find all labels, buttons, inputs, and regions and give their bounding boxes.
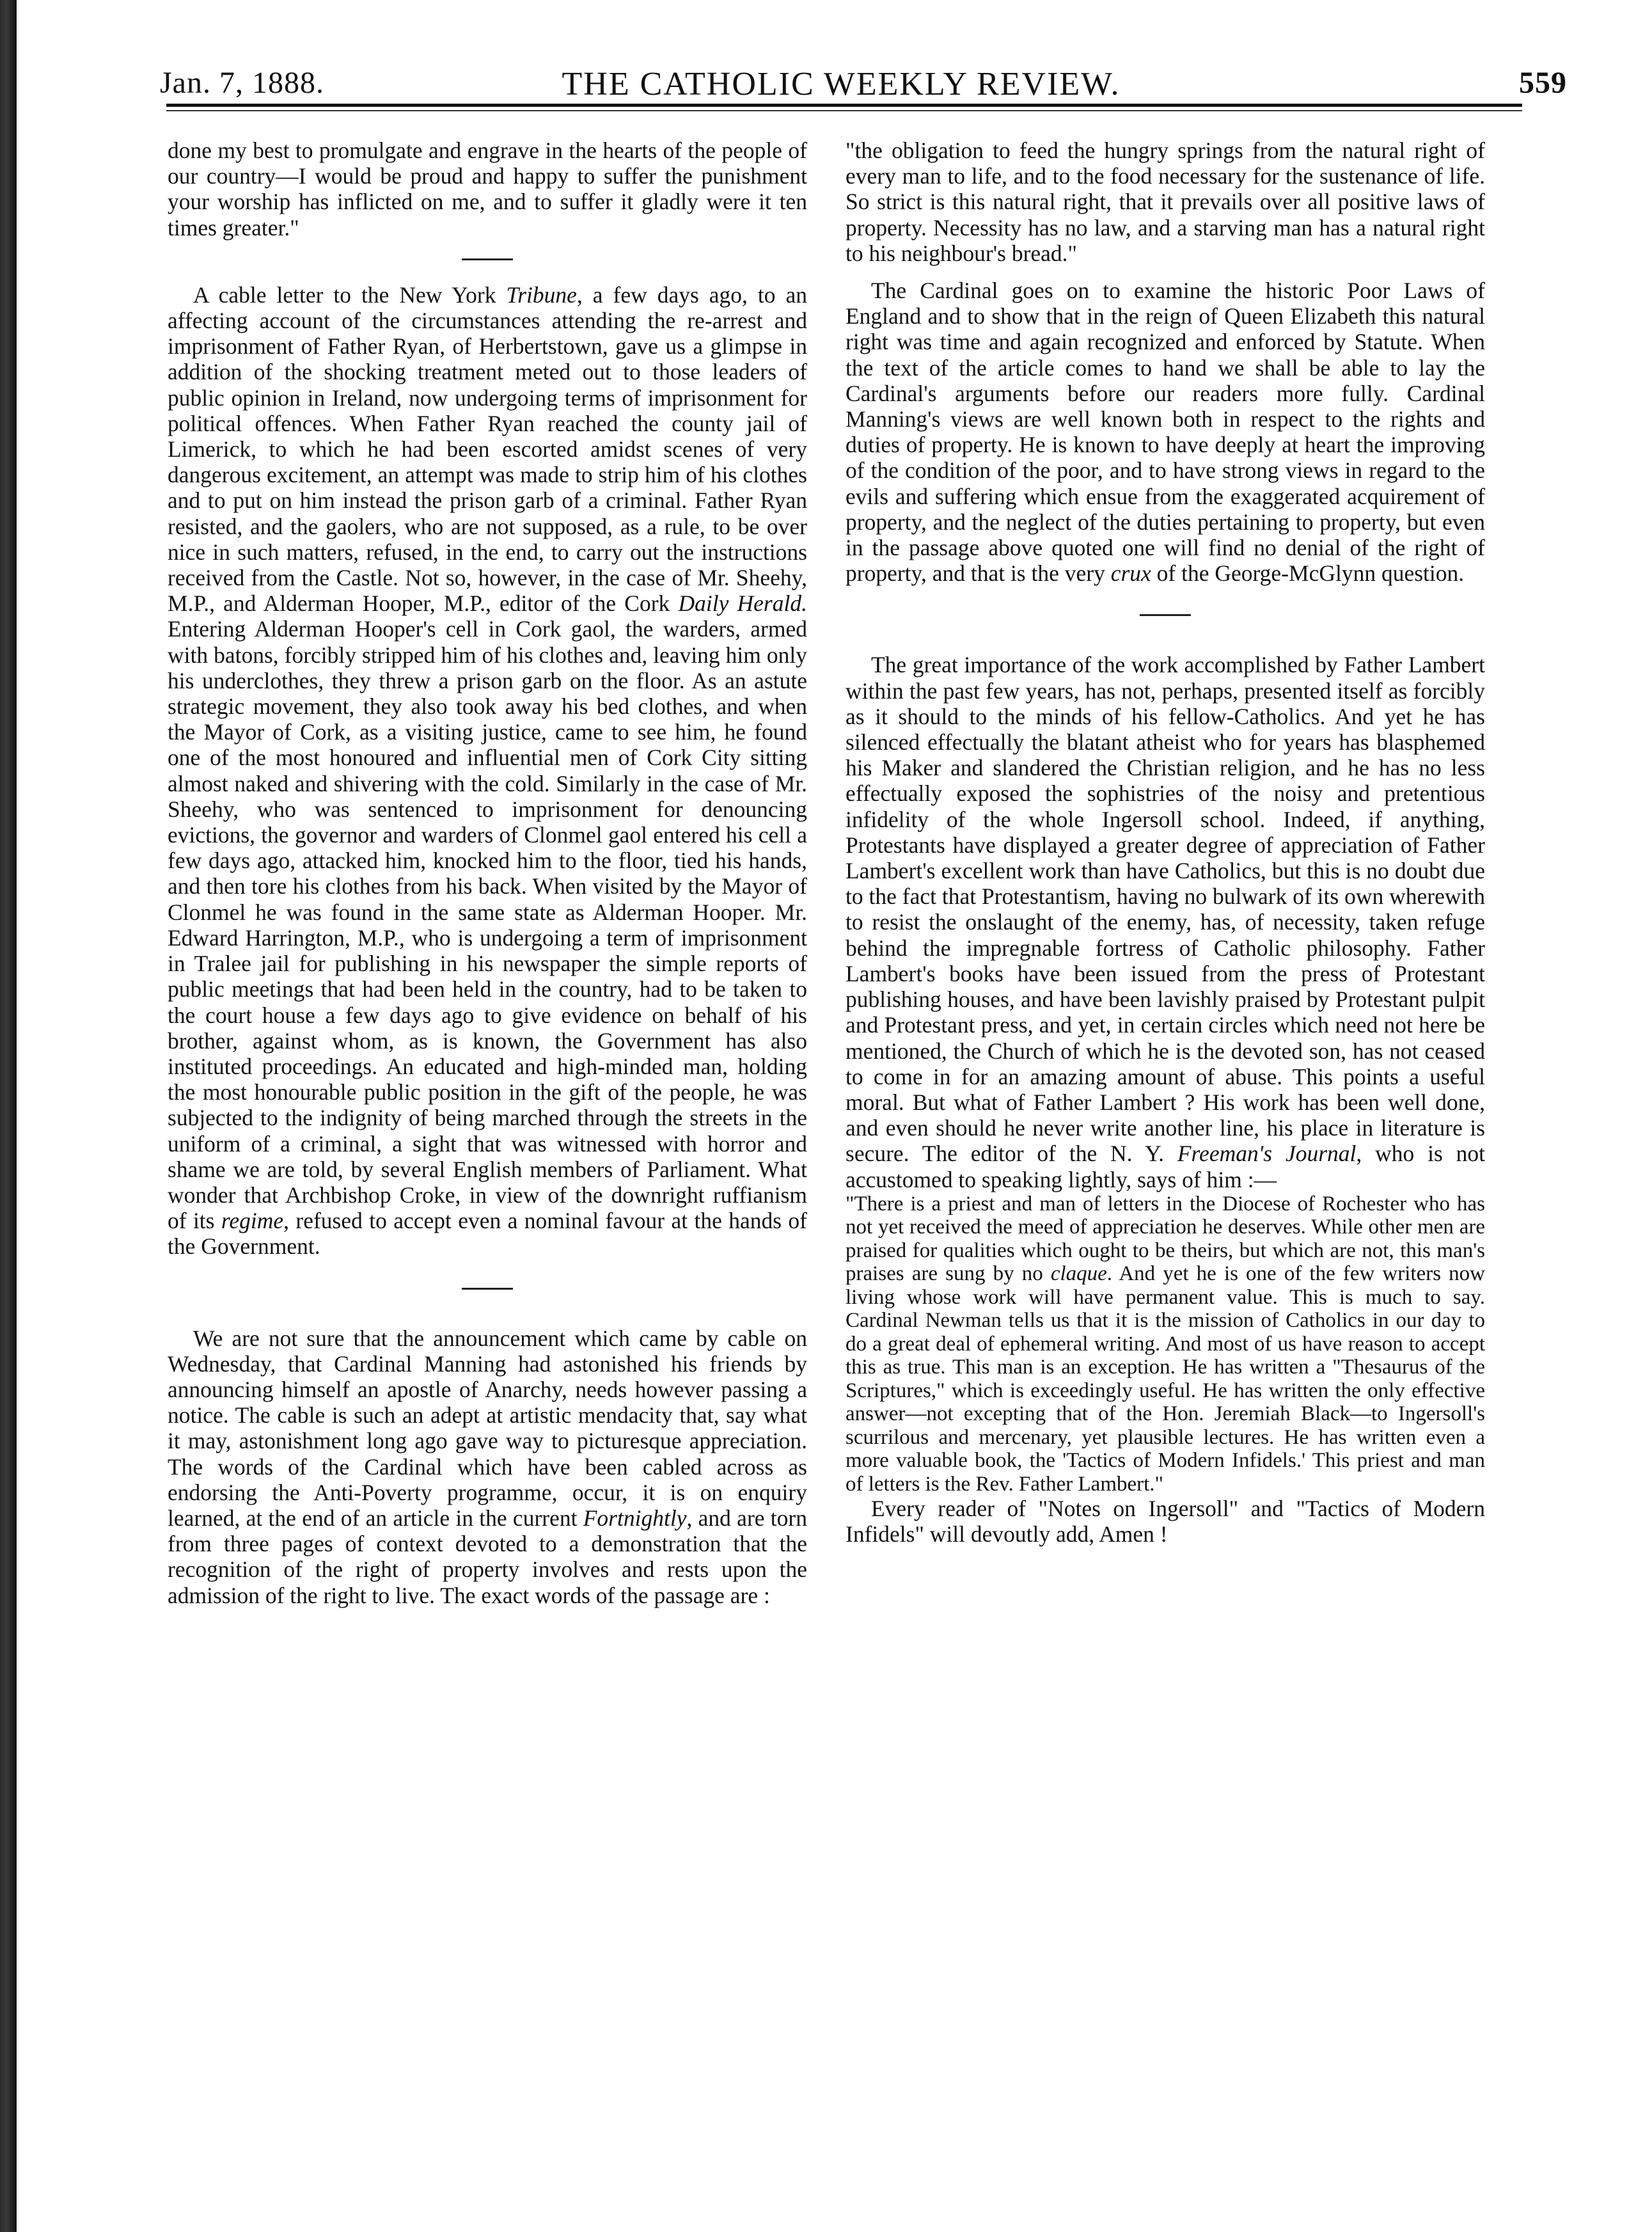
header-rule (166, 104, 1522, 107)
page-binding-edge (0, 0, 17, 2232)
paragraph-cable-letter: A cable letter to the New York Tribune, a few days ago, to an affecting account of the circumstances attending the re-arrest and imprisonment of Father Ryan, of Herbertstown, gave us a glimpse in addition of the shocking treatment meted out to those leaders of public opinion in Ireland, now undergoing terms of imprisonment for political offences. When Father Ryan reached the county jail of Limerick, to which he had been escorted amidst scenes of very dangerous excitement, an attempt was made to strip him of his clothes and to put on him instead the prison garb of a criminal. Father Ryan resisted, and the gaolers, who are not supposed, as a rule, to be over nice in such matters, refused, in the end, to carry out the instructions received from the Castle. Not so, however, in the case of Mr. Sheehy, M.P., and Alderman Hooper, M.P., editor of the Cork Daily Herald. Entering Alderman Hooper's cell in Cork gaol, the warders, armed with batons, forcibly stripped him of his clothes and, leaving him only his underclothes, they threw a prison garb on the floor. As an astute strategic movement, they also took away his bed clothes, and when the Mayor of Cork, as a visiting justice, came to see him, he found one of the most honoured and influential men of Cork City sitting almost naked and shivering with the cold. Similarly in the case of Mr. Sheehy, who was sentenced to imprisonment for denouncing evictions, the governor and warders of Clonmel gaol entered his cell a few days ago, attacked him, knocked him to the floor, tied his hands, and then tore his clothes from his back. When visited by the Mayor of Clonmel he was found in the same state as Alderman Hooper. Mr. Edward Harrington, M.P., who is undergoing a term of imprisonment in Tralee jail for publishing in his newspaper the simple reports of public meetings that had been held in the country, had to be taken to the court house a few days ago to give evidence on behalf of his brother, against whom, as is known, the Government has also instituted proceedings. An educated and high-minded man, holding the most honourable public position in the gift of the people, he was subjected to the indignity of being marched through the streets in the uniform of a criminal, a sight that was witnessed with horror and shame we are told, by several English members of Parliament. What wonder that Archbishop Croke, in view of the downright ruffianism of its regime, refused to accept even a nominal favour at the hands of the Government. (168, 281, 808, 1260)
right-column (846, 138, 1485, 1547)
paragraph-cardinal-manning: We are not sure that the announcement which came by cable on Wednesday, that Cardinal Manning had astonished his friends by announcing himself an apostle of Anarchy, needs however passing a notice. The cable is such an adept at artistic mendacity that, say what it may, astonishment long ago gave way to picturesque appreciation. The words of the Cardinal which have been cabled across as endorsing the Anti-Poverty programme, occur, it is on enquiry learned, at the end of an article in the current Fortnightly, and are torn from three pages of context devoted to a demonstration that the recognition of the right of property involves and rests upon the admission of the right to live. The exact words of the passage are : (168, 1325, 807, 1608)
section-divider (1140, 614, 1191, 616)
issue-date: Jan. 7, 1888. (160, 66, 324, 100)
paragraph-poor-laws: The Cardinal goes on to examine the historic Poor Laws of England and to show that in the reign of Queen Elizabeth this natural right was time and again recognized and enforced by Statute. When the text of the article comes to hand we shall be able to lay the Cardinal's arguments before our readers more fully. Cardinal Manning's views are well known both in respect to the rights and duties of property. He is known to have deeply at heart the improving of the condition of the poor, and to have strong views in regard to the evils and suffering which ensue from the exaggerated acquirement of property, and the neglect of the duties pertaining to property, but even in the passage above quoted one will find no denial of the right of property, and that is the very crux of the George-McGlynn question. (846, 278, 1485, 587)
page-header (77, 52, 1605, 110)
quote-cardinal: "the obligation to feed the hungry springs from the natural right of every man to life, and to the food necessary for the sustenance of life. So strict is this natural right, that it prevails over all positive laws of property. Necessity has no law, and a starving man has a natural right to his neighbour's bread." (846, 138, 1485, 266)
section-divider (462, 1288, 513, 1290)
section-divider (462, 258, 513, 260)
paragraph-father-lambert: The great importance of the work accomplished by Father Lambert within the past few years, has not, perhaps, presented itself as forcibly as it should to the minds of his fellow-Catholics. And yet he has silenced effectually the blatant atheist who for years has blasphemed his Maker and slandered the Christian religion, and he has no less effectually exposed the sophistries of the noisy and pretentious infidelity of the whole Ingersoll school. Indeed, if anything, Protestants have displayed a greater degree of appreciation of Father Lambert's excellent work than have Catholics, but this is no doubt due to the fact that Protestantism, having no bulwark of its own wherewith to resist the onslaught of the enemy, has, of necessity, taken refuge behind the impregnable fortress of Catholic philosophy. Father Lambert's books have been issued from the press of Protestant publishing houses, and have been lavishly praised by Protestant pulpit and Protestant press, and yet, in certain circles which need not here be mentioned, the Church of which he is the devoted son, has not ceased to come in for an amazing amount of abuse. This points a useful moral. But what of Father Lambert ? His work has been well done, and even should he never write another line, his place in literature is secure. The editor of the N. Y. Freeman's Journal, who is not accustomed to speaking lightly, says of him :— (846, 652, 1485, 1192)
quote-freemans-journal: "There is a priest and man of letters in the Diocese of Rochester who has not yet received the meed of appreciation he deserves. While other men are praised for qualities which ought to be theirs, but which are not, this man's praises are sung by no claque. And yet he is one of the few writers now living whose work will have permanent value. This is much to say. Cardinal Newman tells us that it is the mission of Catholics in our day to do a great deal of ephemeral writing. And most of us have reason to accept this as true. This man is an exception. He has written a "Thesaurus of the Scriptures," which is exceedingly useful. He has written the only effective answer—not excepting that of the Hon. Jeremiah Black—to Ingersoll's scurrilous and mercenary, yet plausible lectures. He has written even a more valuable book, the 'Tactics of Modern Infidels.' This priest and man of letters is the Rev. Father Lambert." (846, 1192, 1485, 1496)
paragraph-closing: Every reader of "Notes on Ingersoll" and "Tactics of Modern Infidels" will devoutly add, Amen ! (846, 1496, 1485, 1547)
left-column (168, 138, 807, 1608)
publication-title: THE CATHOLIC WEEKLY REVIEW. (562, 66, 1121, 102)
paragraph: done my best to promulgate and engrave in the hearts of the people of our country—I would be proud and happy to suffer the punishment your worship has inflicted on me, and to suffer it gladly were it ten times greater." (168, 138, 807, 241)
page-number: 559 (1519, 66, 1567, 100)
header-rule-thin (166, 110, 1522, 111)
